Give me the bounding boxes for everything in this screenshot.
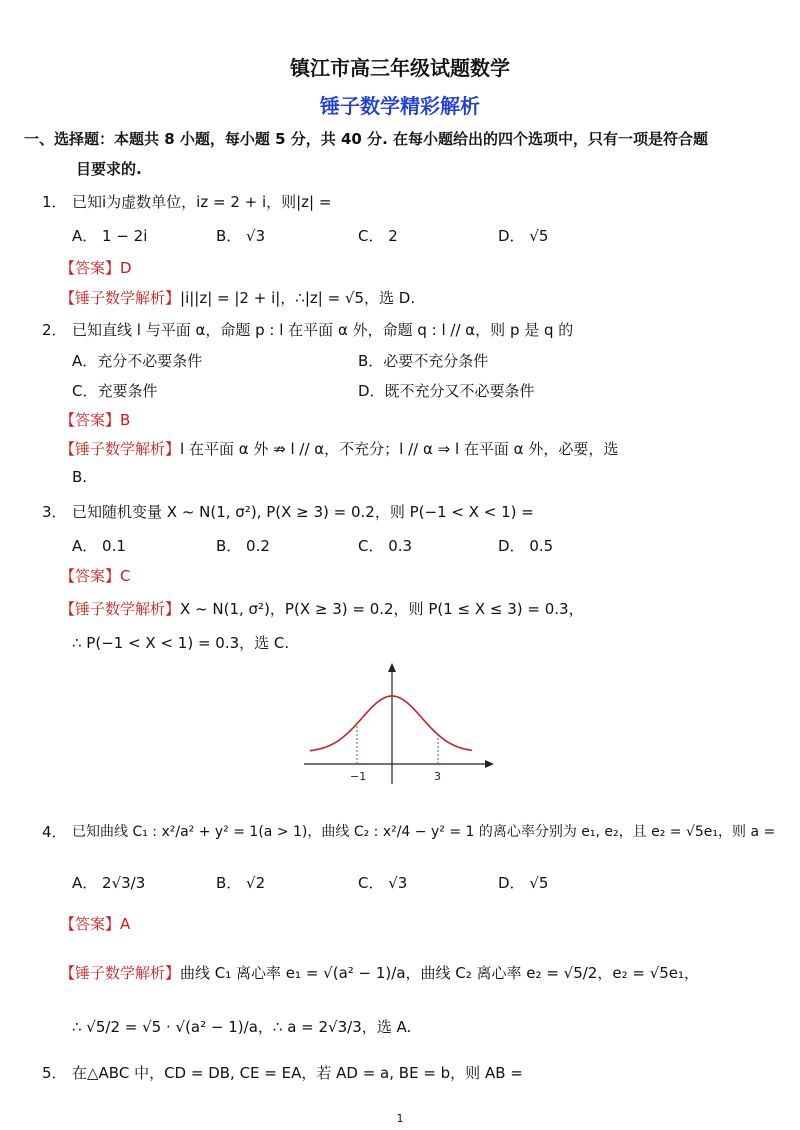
analysis-text-cont: ∴ √5/2 = √5 · √(a² − 1)/a，∴ a = 2√3/3，选 A.: [72, 1018, 412, 1036]
option-d: D．既不充分又不必要条件: [358, 382, 535, 400]
option-c: C． 2: [358, 227, 398, 245]
analysis-tag: 【锤子数学解析】: [60, 600, 181, 618]
analysis-line: [60, 287, 415, 308]
option-b: B． 0.2: [216, 537, 270, 555]
question-stem: 已知随机变量 X ~ N(1, σ²), P(X ≥ 3) = 0.2，则 P(−1 < X < 1) =: [72, 503, 534, 521]
answer-line: [60, 409, 130, 430]
density-curve: [310, 696, 472, 751]
answer-tag: 【答案】: [60, 915, 121, 933]
question-number: 2．: [42, 321, 67, 339]
question-stem: 已知直线 l 与平面 α，命题 p : l 在平面 α 外，命题 q : l // α，则 p 是 q 的: [72, 321, 574, 339]
option-b: B． √2: [216, 874, 266, 892]
answer-value: C: [120, 567, 131, 585]
answer-value: A: [120, 915, 131, 933]
answer-line: [60, 913, 130, 934]
question-number: 3．: [42, 503, 67, 521]
analysis-tag: 【锤子数学解析】: [60, 440, 181, 458]
analysis-text-cont: B.: [72, 468, 88, 486]
answer-line: [60, 257, 132, 278]
option-a: A．充分不必要条件: [72, 352, 203, 370]
option-b: B．必要不充分条件: [358, 352, 489, 370]
answer-tag: 【答案】: [60, 567, 121, 585]
option-c: C． 0.3: [358, 537, 413, 555]
analysis-tag: 【锤子数学解析】: [60, 289, 181, 307]
option-c: C． √3: [358, 874, 408, 892]
analysis-text: l 在平面 α 外 ⇏ l // α，不充分；l // α ⇒ l 在平面 α 外，必要，选: [180, 440, 619, 458]
question-stem: 在△ABC 中，CD = DB, CE = EA，若 AD = a, BE = b，则 AB =: [72, 1064, 523, 1082]
analysis-line: [60, 962, 699, 983]
option-a: A． 0.1: [72, 537, 126, 555]
answer-tag: 【答案】: [60, 259, 121, 277]
answer-value: D: [120, 259, 132, 277]
question-number: 1．: [42, 193, 67, 211]
question-stem: 已知曲线 C₁ : x²/a² + y² = 1(a > 1)，曲线 C₂ : x²/4 − y² = 1 的离心率分别为 e₁, e₂，且 e₂ = √5e₁，则 a =: [72, 824, 776, 840]
section-heading: 一、选择题：本题共 8 小题，每小题 5 分，共 40 分. 在每小题给出的四个选项中，只有一项是符合题: [24, 130, 709, 148]
analysis-tag: 【锤子数学解析】: [60, 964, 181, 982]
page-title: 镇江市高三年级试题数学: [290, 56, 510, 80]
tick-label-right: 3: [434, 770, 441, 783]
analysis-text-cont: ∴ P(−1 < X < 1) = 0.3，选 C.: [72, 634, 290, 652]
answer-tag: 【答案】: [60, 411, 121, 429]
option-a: A． 1 − 2i: [72, 227, 148, 245]
section-heading-cont: 目要求的.: [76, 160, 142, 178]
y-axis-arrow: [388, 663, 396, 672]
page-number: 1: [396, 1112, 404, 1125]
answer-value: B: [120, 411, 131, 429]
tick-label-left: −1: [350, 770, 367, 783]
question-stem: 已知i为虚数单位，iz = 2 + i，则|z| =: [72, 193, 332, 211]
option-a: A． 2√3/3: [72, 874, 146, 892]
option-d: D． 0.5: [498, 537, 554, 555]
analysis-text: 曲线 C₁ 离心率 e₁ = √(a² − 1)/a，曲线 C₂ 离心率 e₂ = √5/2，e₂ = √5e₁，: [180, 964, 700, 982]
question-number: 4．: [42, 823, 67, 841]
normal-distribution-figure: [300, 660, 500, 790]
option-d: D． √5: [498, 874, 549, 892]
analysis-text: |i||z| = |2 + i|，∴|z| = √5，选 D.: [180, 289, 416, 307]
analysis-line: [60, 598, 584, 619]
option-c: C．充要条件: [72, 382, 158, 400]
answer-line: [60, 565, 131, 586]
x-axis-arrow: [485, 760, 494, 768]
option-b: B． √3: [216, 227, 266, 245]
analysis-text: X ~ N(1, σ²)，P(X ≥ 3) = 0.2，则 P(1 ≤ X ≤ 3) = 0.3，: [180, 600, 584, 618]
analysis-line: [60, 438, 618, 459]
question-number: 5．: [42, 1064, 67, 1082]
option-d: D． √5: [498, 227, 549, 245]
page-subtitle: 锤子数学精彩解析: [320, 94, 480, 118]
